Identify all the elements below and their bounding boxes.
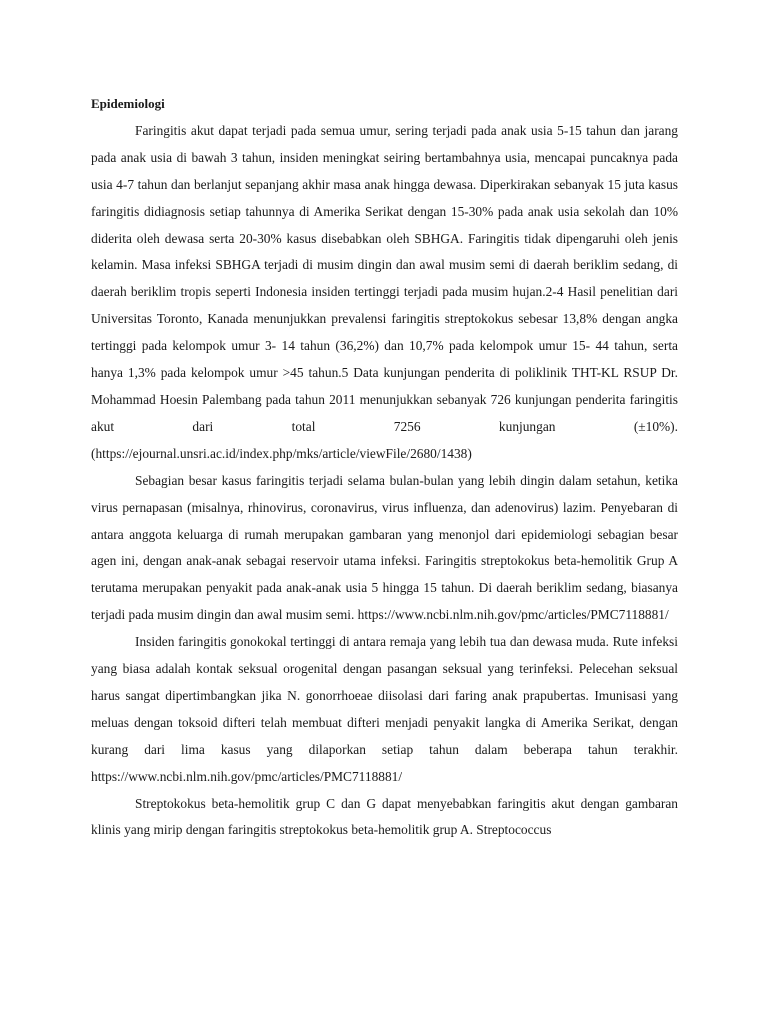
document-body [91, 91, 678, 844]
paragraph-1: Faringitis akut dapat terjadi pada semua umur, sering terjadi pada anak usia 5-15 tahun dan jarang pada anak usia di bawah 3 tahun, insiden meningkat seiring bertambahnya usia, mencapai puncaknya pada usia 4-7 tahun dan berlanjut sepanjang akhir masa anak hingga dewasa. Diperkirakan sebanyak 15 juta kasus faringitis didiagnosis setiap tahunnya di Amerika Serikat dengan 15-30% pada anak usia sekolah dan 10% diderita oleh dewasa serta 20-30% kasus disebabkan oleh SBHGA. Faringitis tidak dipengaruhi oleh jenis kelamin. Masa infeksi SBHGA terjadi di musim dingin dan awal musim semi di daerah beriklim sedang, di daerah beriklim tropis seperti Indonesia insiden tertinggi terjadi pada musim hujan.2-4 Hasil penelitian dari Universitas Toronto, Kanada menunjukkan prevalensi faringitis streptokokus sebesar 13,8% dengan angka tertinggi pada kelompok umur 3- 14 tahun (36,2%) dan 10,7% pada kelompok umur 15- 44 tahun, serta hanya 1,3% pada kelompok umur >45 tahun.5 Data kunjungan penderita di poliklinik THT-KL RSUP Dr. Mohammad Hoesin Palembang pada tahun 2011 menunjukkan sebanyak 726 kunjungan penderita faringitis akut dari total 7256 kunjungan (±10%). (https://ejournal.unsri.ac.id/index.php/mks/article/viewFile/2680/1438) [91, 122, 678, 461]
paragraph-2: Sebagian besar kasus faringitis terjadi selama bulan-bulan yang lebih dingin dalam setahun, ketika virus pernapasan (misalnya, rhinovirus, coronavirus, virus influenza, dan adenovirus) lazim. Penyebaran di antara anggota keluarga di rumah merupakan gambaran yang menonjol dari epidemiologi sebagian besar agen ini, dengan anak-anak sebagai reservoir utama infeksi. Faringitis streptokokus beta-hemolitik Grup A terutama merupakan penyakit pada anak-anak usia 5 hingga 15 tahun. Di daerah beriklim sedang, biasanya terjadi pada musim dingin dan awal musim semi. https://www.ncbi.nlm.nih.gov/pmc/articles/PMC7118881/ [91, 472, 678, 623]
section-heading: Epidemiologi [91, 96, 165, 111]
paragraph-4: Streptokokus beta-hemolitik grup C dan G dapat menyebabkan faringitis akut dengan gambaran klinis yang mirip dengan faringitis streptokokus beta-hemolitik grup A. Streptococcus [91, 795, 678, 838]
paragraph-3: Insiden faringitis gonokokal tertinggi di antara remaja yang lebih tua dan dewasa muda. Rute infeksi yang biasa adalah kontak seksual orogenital dengan pasangan seksual yang terinfeksi. Pelecehan seksual harus sangat dipertimbangkan jika N. gonorrhoeae diisolasi dari faring anak prapubertas. Imunisasi yang meluas dengan toksoid difteri telah membuat difteri menjadi penyakit langka di Amerika Serikat, dengan kurang dari lima kasus yang dilaporkan setiap tahun dalam beberapa tahun terakhir. https://www.ncbi.nlm.nih.gov/pmc/articles/PMC7118881/ [91, 634, 678, 784]
